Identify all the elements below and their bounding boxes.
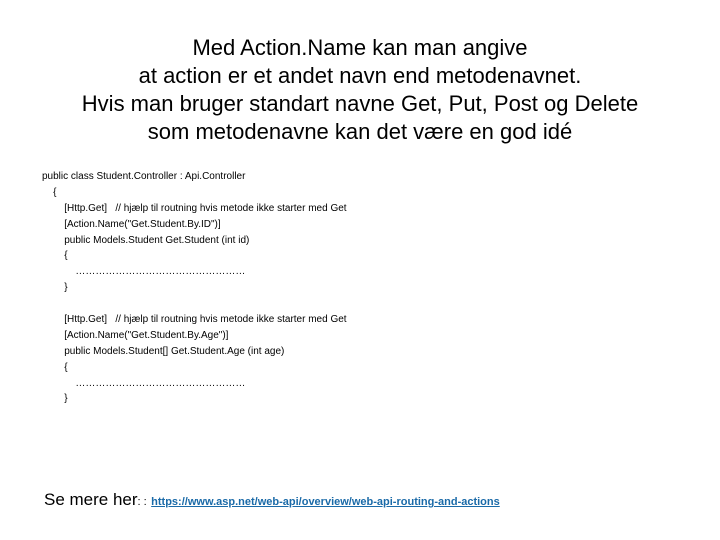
code-line: { bbox=[42, 250, 68, 262]
title-line: at action er et andet navn end metodenavnet. bbox=[138, 63, 582, 88]
code-line: public Models.Student Get.Student (int id) bbox=[42, 234, 250, 246]
code-line: } bbox=[42, 393, 68, 405]
slide-title bbox=[20, 34, 700, 146]
footer bbox=[44, 490, 500, 510]
code-line: …………………………………………… bbox=[42, 266, 246, 278]
footer-separator: : : bbox=[137, 496, 147, 508]
footer-label: Se mere her bbox=[44, 490, 138, 509]
code-line: { bbox=[42, 186, 57, 198]
code-line bbox=[42, 296, 662, 312]
code-line: [Http.Get] // hjælp til routning hvis metode ikke starter med Get bbox=[42, 202, 347, 214]
title-line: Hvis man bruger standart navne Get, Put, Post og Delete bbox=[81, 91, 639, 116]
code-line: [Action.Name("Get.Student.By.ID")] bbox=[42, 218, 221, 230]
code-line: public Models.Student[] Get.Student.Age (int age) bbox=[42, 345, 285, 357]
code-line: [Http.Get] // hjælp til routning hvis metode ikke starter med Get bbox=[42, 314, 347, 326]
title-line: som metodenavne kan det være en god idé bbox=[147, 119, 573, 144]
code-line: [Action.Name("Get.Student.By.Age")] bbox=[42, 329, 229, 341]
docs-link[interactable]: https://www.asp.net/web-api/overview/web-api-routing-and-actions bbox=[151, 496, 500, 508]
code-line: { bbox=[42, 361, 68, 373]
code-line: public class Student.Controller : Api.Controller bbox=[42, 171, 246, 182]
code-line: } bbox=[42, 282, 68, 294]
code-line: …………………………………………… bbox=[42, 377, 246, 389]
code-block bbox=[42, 169, 662, 407]
title-line: Med Action.Name kan man angive bbox=[192, 35, 528, 60]
